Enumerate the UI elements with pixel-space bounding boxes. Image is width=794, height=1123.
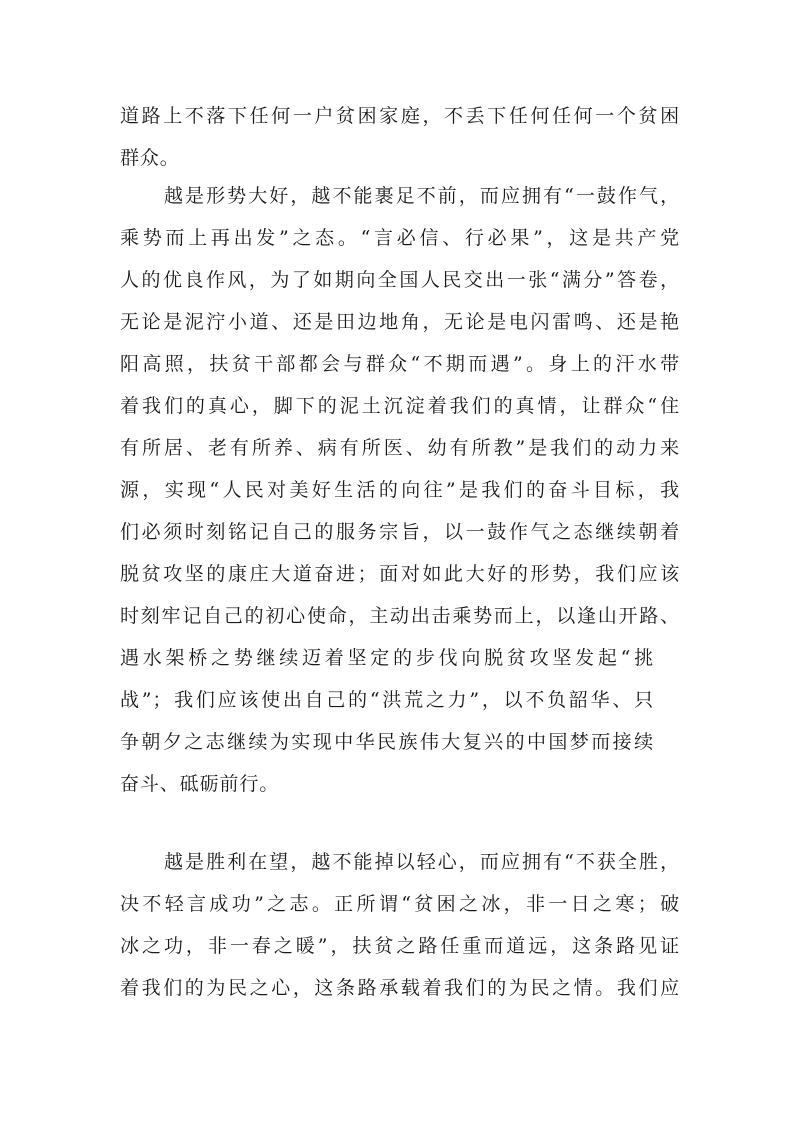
- paragraph-2-line-3: 人的优良作风，为了如期向全国人民交出一张“满分”答卷，: [120, 269, 680, 291]
- paragraph-1-line-1: 道路上不落下任何一户贫困家庭，不丢下任何任何一个贫困: [120, 105, 680, 127]
- paragraph-2-line-6: 着我们的真心，脚下的泥土沉淀着我们的真情，让群众“住: [120, 395, 680, 417]
- paragraph-2-line-9: 们必须时刻铭记自己的服务宗旨，以一鼓作气之态继续朝着: [120, 521, 680, 543]
- paragraph-2-line-12: 遇水架桥之势继续迈着坚定的步伐向脱贫攻坚发起“挑: [120, 647, 654, 669]
- paragraph-2-line-4: 无论是泥泞小道、还是田边地角，无论是电闪雷鸣、还是艳: [120, 311, 680, 333]
- paragraph-2-line-11: 时刻牢记自己的初心使命，主动出击乘势而上，以逢山开路、: [120, 605, 680, 627]
- paragraph-2-line-15: 奋斗、砥砺前行。: [120, 773, 280, 795]
- paragraph-1-line-2: 群众。: [120, 147, 180, 169]
- paragraph-3-line-4: 着我们的为民之心，这条路承载着我们的为民之情。我们应: [120, 977, 680, 999]
- paragraph-2-line-1: 越是形势大好，越不能裹足不前，而应拥有“一鼓作气，: [164, 185, 680, 207]
- paragraph-2-line-7: 有所居、老有所养、病有所医、幼有所教”是我们的动力来: [120, 437, 680, 459]
- paragraph-2-line-2: 乘势而上再出发”之态。“言必信、行必果”，这是共产党: [120, 227, 680, 249]
- paragraph-3-line-3: 冰之功，非一春之暖”，扶贫之路任重而道远，这条路见证: [120, 935, 680, 957]
- paragraph-2-line-10: 脱贫攻坚的康庄大道奋进；面对如此大好的形势，我们应该: [120, 563, 680, 585]
- paragraph-2-line-8: 源，实现“人民对美好生活的向往”是我们的奋斗目标，我: [120, 479, 680, 501]
- paragraph-2-line-13: 战”；我们应该使出自己的“洪荒之力”，以不负韶华、只: [120, 689, 654, 711]
- paragraph-2-line-14: 争朝夕之志继续为实现中华民族伟大复兴的中国梦而接续: [120, 731, 654, 753]
- paragraph-3-line-1: 越是胜利在望，越不能掉以轻心，而应拥有“不获全胜，: [164, 851, 680, 873]
- paragraph-3-line-2: 决不轻言成功”之志。正所谓“贫困之冰，非一日之寒；破: [120, 893, 680, 915]
- paragraph-2-line-5: 阳高照，扶贫干部都会与群众“不期而遇”。身上的汗水带: [120, 353, 680, 375]
